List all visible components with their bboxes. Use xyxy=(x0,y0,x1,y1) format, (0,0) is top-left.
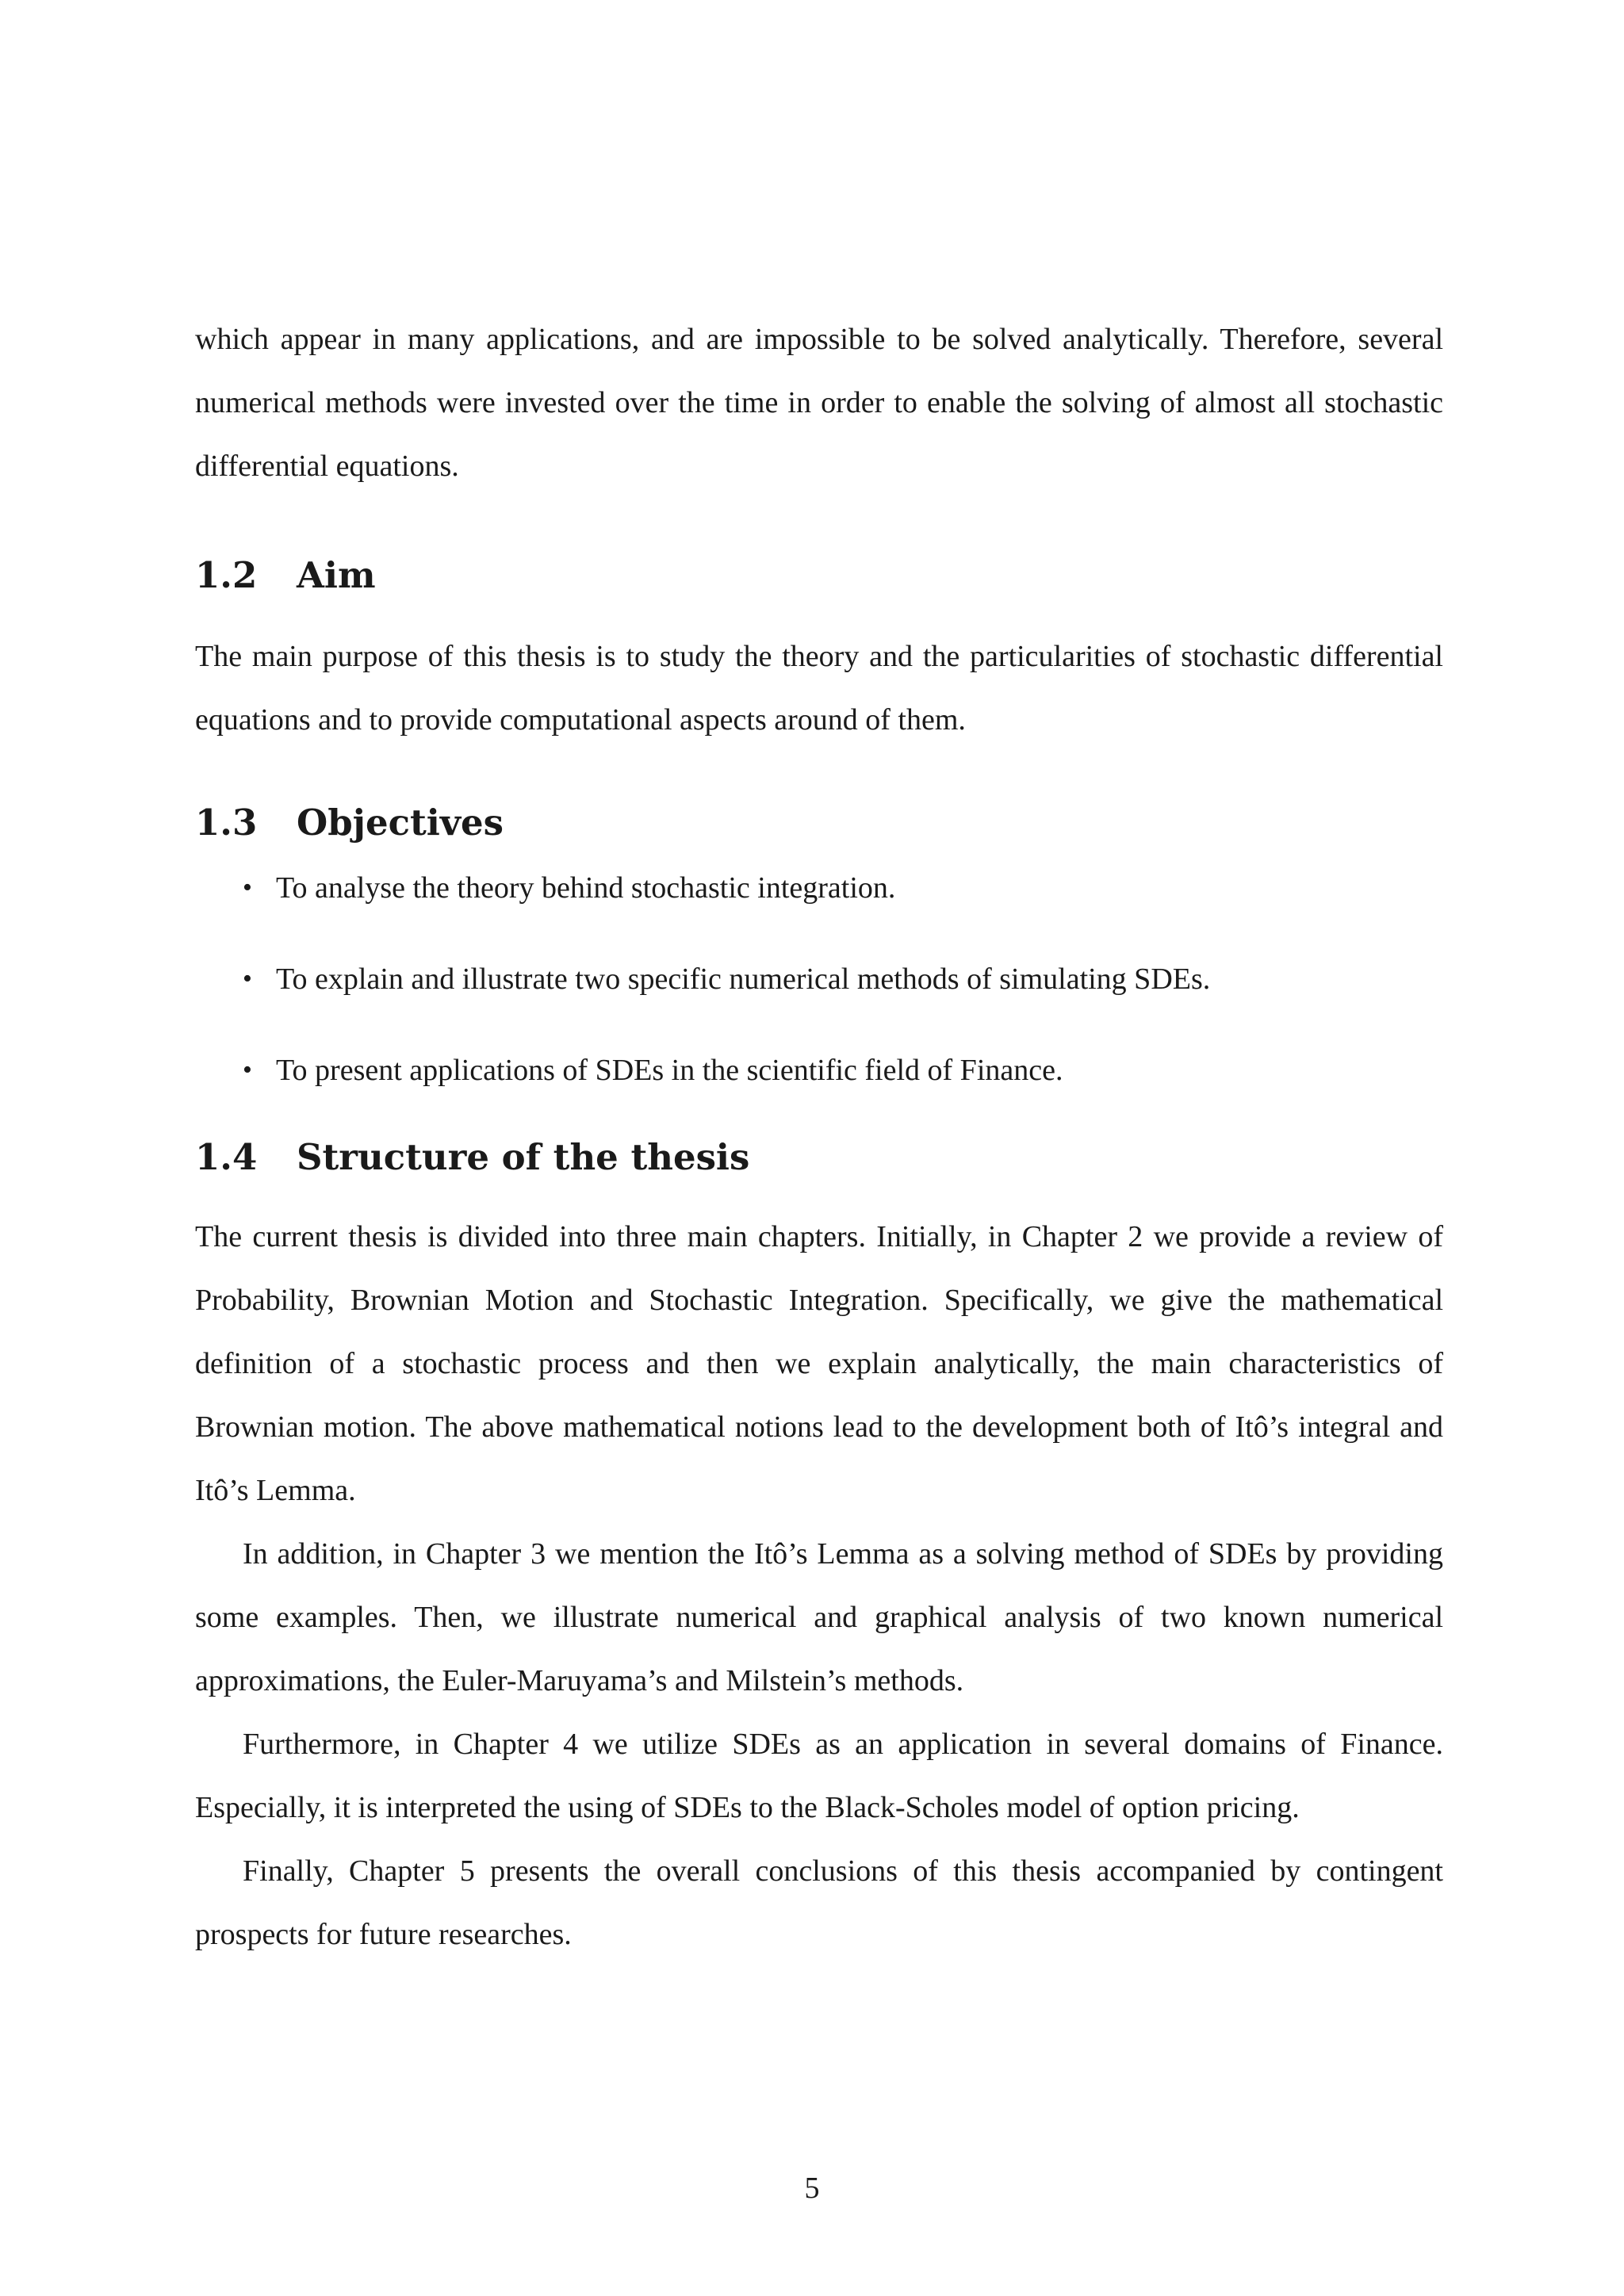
section-title: Objectives xyxy=(297,802,504,844)
page-number: 5 xyxy=(804,2172,820,2205)
bullet-icon: • xyxy=(243,1055,252,1085)
section-title: Structure of the thesis xyxy=(297,1136,750,1178)
objectives-list xyxy=(195,867,1443,1091)
bullet-icon: • xyxy=(243,873,252,902)
bullet-icon: • xyxy=(243,964,252,993)
structure-paragraph: Furthermore, in Chapter 4 we utilize SDEs as an application in several domains of Finance. Especially, it is interpreted the using of SDEs to the Black-Scholes model of option pricing. xyxy=(195,1728,1443,1824)
section-number: 1.4 xyxy=(195,1136,258,1178)
list-item-text: To analyse the theory behind stochastic integration. xyxy=(276,871,896,905)
section-heading-objectives xyxy=(195,801,1443,845)
list-item xyxy=(195,1050,1443,1091)
section-number: 1.2 xyxy=(195,554,258,596)
list-item-text: To present applications of SDEs in the scientific field of Finance. xyxy=(276,1054,1063,1087)
section-heading-aim xyxy=(195,553,1443,598)
page-body xyxy=(195,308,1443,1966)
intro-continuation-paragraph: which appear in many applications, and are impossible to be solved analytically. Therefore, several numerical methods were invested over the time in order to enable the solving of almost all stochastic differential equations. xyxy=(195,323,1443,483)
list-item-text: To explain and illustrate two specific numerical methods of simulating SDEs. xyxy=(276,962,1211,996)
list-item xyxy=(195,959,1443,1000)
aim-paragraph: The main purpose of this thesis is to study the theory and the particularities of stochastic differential equations and to provide computational aspects around of them. xyxy=(195,640,1443,737)
list-item xyxy=(195,867,1443,909)
structure-paragraph: The current thesis is divided into three main chapters. Initially, in Chapter 2 we provide a review of Probability, Brownian Motion and Stochastic Integration. Specifically, we give the mathematical definition of a stochastic process and then we explain analytically, the main characteristics of Brownian motion. The above mathematical notions lead to the development both of Itô’s integral and Itô’s Lemma. xyxy=(195,1220,1443,1507)
section-number: 1.3 xyxy=(195,802,258,844)
structure-paragraph: Finally, Chapter 5 presents the overall conclusions of this thesis accompanied by contingent prospects for future researches. xyxy=(195,1854,1443,1951)
section-title: Aim xyxy=(297,554,376,596)
section-heading-structure xyxy=(195,1135,1443,1180)
structure-paragraph: In addition, in Chapter 3 we mention the Itô’s Lemma as a solving method of SDEs by providing some examples. Then, we illustrate numerical and graphical analysis of two known numerical approximations, the Euler-Maruyama’s and Milstein’s methods. xyxy=(195,1537,1443,1697)
